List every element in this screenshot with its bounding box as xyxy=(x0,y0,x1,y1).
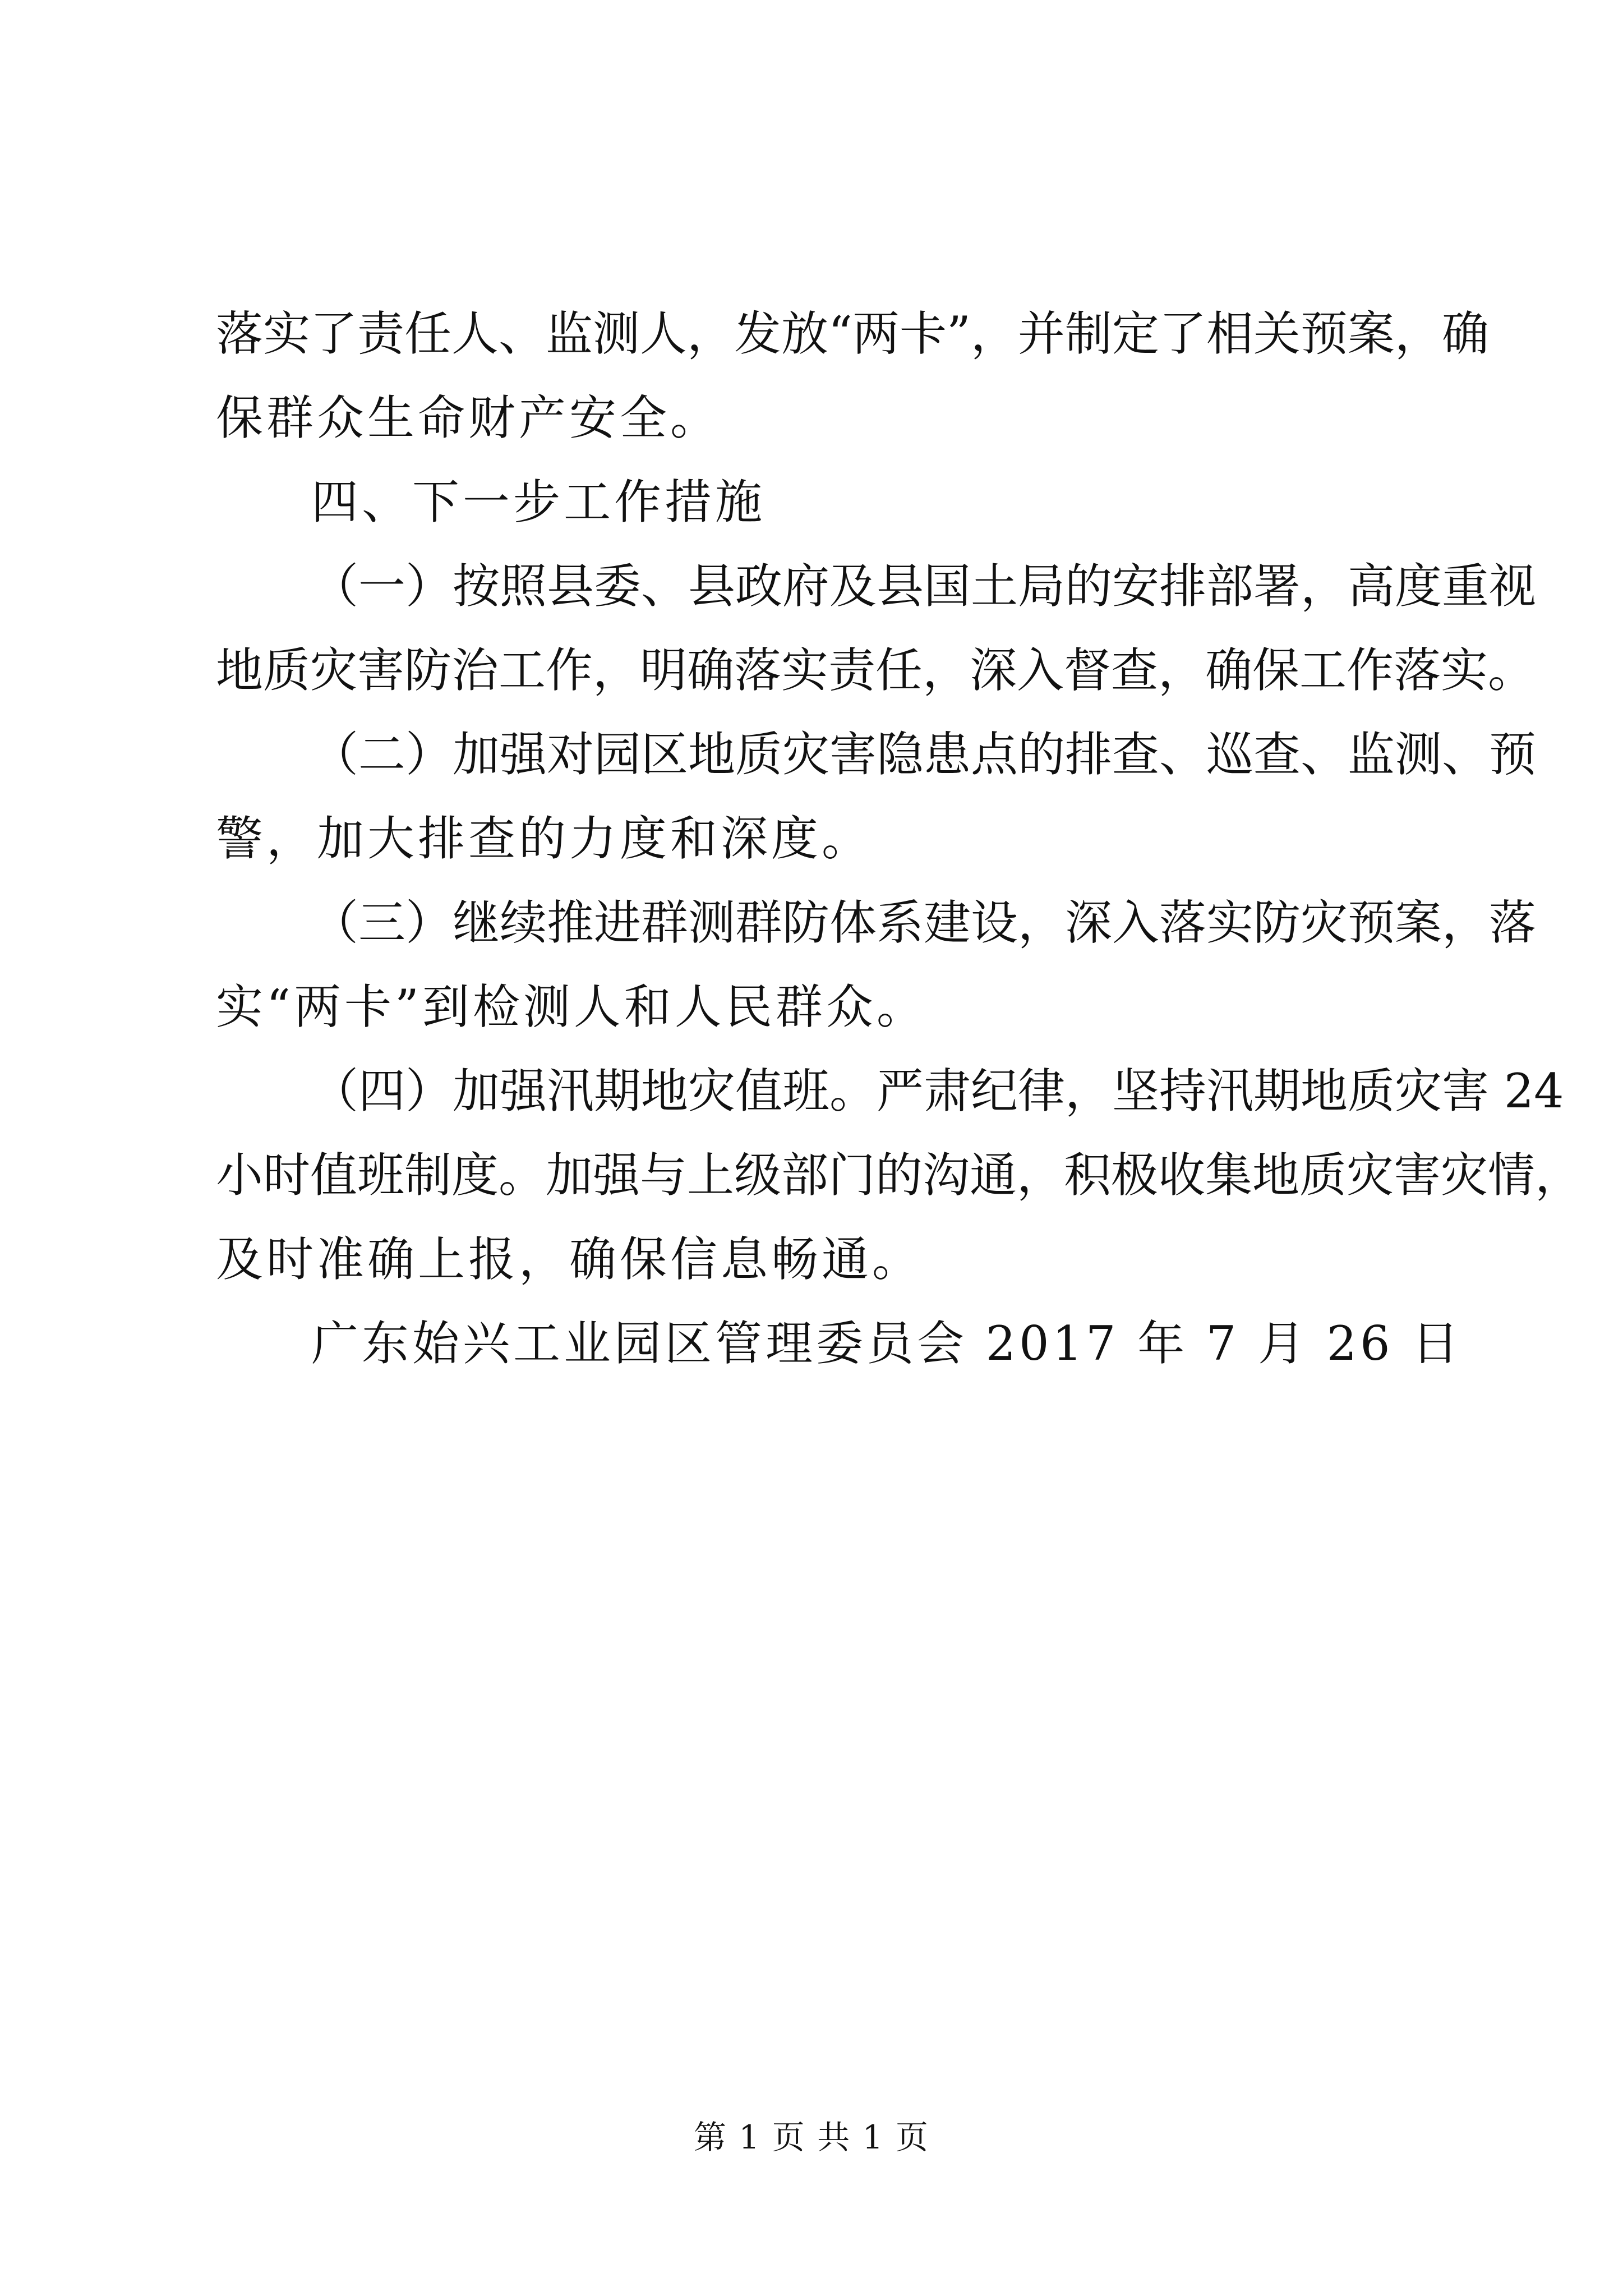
page-footer: 第 1 页 共 1 页 xyxy=(694,2118,929,2156)
paragraph-line: （三）继续推进群测群防体系建设，深入落实防灾预案，落 xyxy=(311,895,1537,950)
paragraph-line: 实“两卡”到检测人和人民群众。 xyxy=(216,979,927,1034)
paragraph-line: 警，加大排查的力度和深度。 xyxy=(216,811,873,866)
paragraph-line: 保群众生命财产安全。 xyxy=(216,390,721,445)
paragraph-line: （四）加强汛期地灾值班。严肃纪律，坚持汛期地质灾害 24 xyxy=(311,1064,1564,1119)
paragraph-line: （一）按照县委、县政府及县国土局的安排部署，高度重视 xyxy=(311,559,1537,614)
paragraph-line: （二）加强对园区地质灾害隐患点的排查、巡查、监测、预 xyxy=(311,727,1537,782)
paragraph-line: 及时准确上报，确保信息畅通。 xyxy=(216,1232,923,1287)
paragraph-line: 小时值班制度。加强与上级部门的沟通，积极收集地质灾害灾情， xyxy=(216,1148,1583,1203)
section-heading: 四、下一步工作措施 xyxy=(311,475,766,530)
signature-line: 广东始兴工业园区管理委员会 2017 年 7 月 26 日 xyxy=(311,1316,1463,1371)
paragraph-line: 落实了责任人、监测人，发放“两卡”，并制定了相关预案，确 xyxy=(216,306,1489,361)
paragraph-line: 地质灾害防治工作，明确落实责任，深入督查，确保工作落实。 xyxy=(216,643,1536,698)
